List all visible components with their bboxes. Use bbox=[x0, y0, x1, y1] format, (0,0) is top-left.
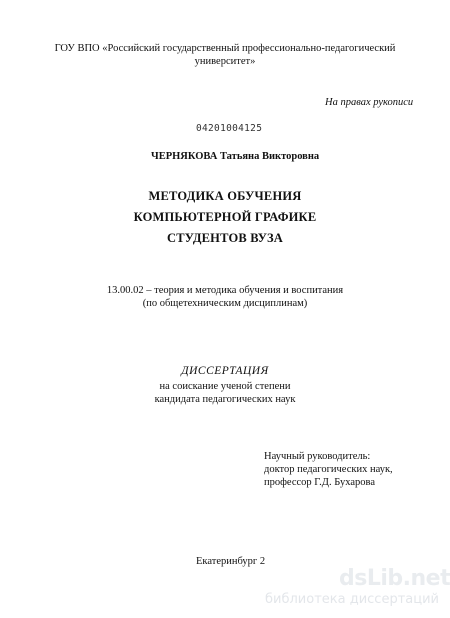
specialty-line-1: 13.00.02 – теория и методика обучения и воспитания bbox=[106, 285, 344, 296]
watermark-tagline: библиотека диссертаций bbox=[265, 592, 439, 607]
supervisor-label: Научный руководитель: bbox=[264, 451, 371, 462]
title-line-1: МЕТОДИКА ОБУЧЕНИЯ bbox=[148, 189, 302, 203]
dissertation-line-2: кандидата педагогических наук bbox=[154, 394, 296, 405]
title-line-2: КОМПЬЮТЕРНОЙ ГРАФИКЕ bbox=[133, 210, 317, 224]
author-name: ЧЕРНЯКОВА Татьяна Викторовна bbox=[151, 151, 320, 162]
supervisor-name: профессор Г.Д. Бухарова bbox=[264, 477, 375, 488]
supervisor-degree: доктор педагогических наук, bbox=[264, 464, 393, 475]
city-year: Екатеринбург 2 bbox=[196, 556, 266, 567]
specialty-line-2: (по общетехническим дисциплинам) bbox=[142, 298, 308, 309]
rights-note: На правах рукописи bbox=[325, 97, 414, 108]
dissertation-heading: ДИССЕРТАЦИЯ bbox=[181, 365, 269, 377]
catalog-number: 04201004125 bbox=[196, 123, 263, 134]
title-line-3: СТУДЕНТОВ ВУЗА bbox=[166, 231, 284, 245]
institution-line-1: ГОУ ВПО «Российский государственный профессионально-педагогический bbox=[54, 43, 396, 54]
watermark-logo: dsLib.net bbox=[339, 566, 450, 591]
institution-line-2: университет» bbox=[194, 56, 256, 67]
dissertation-line-1: на соискание ученой степени bbox=[159, 381, 291, 392]
